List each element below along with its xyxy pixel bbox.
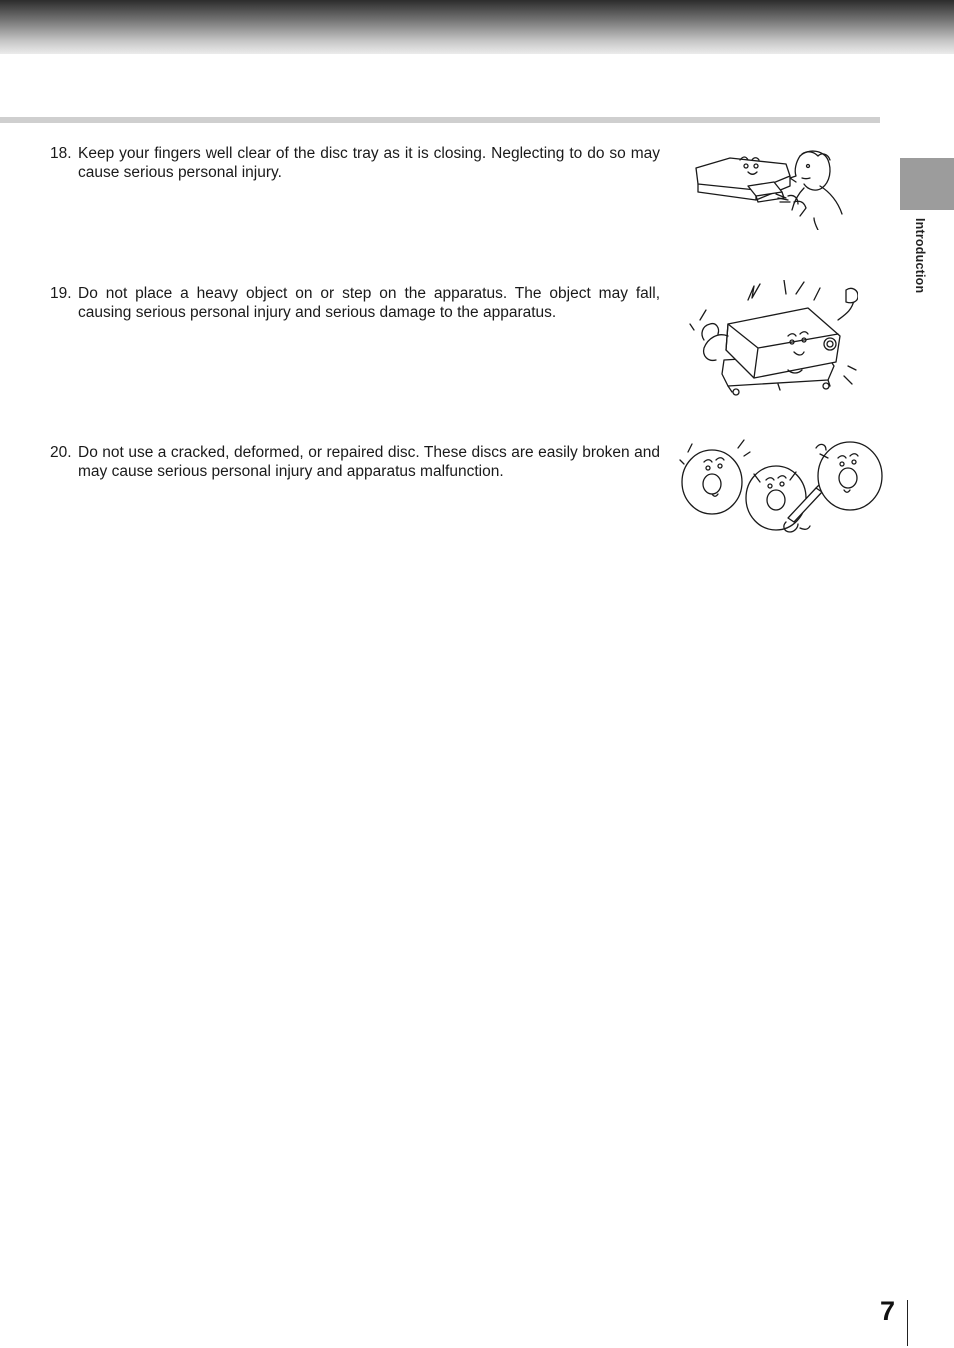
- item-number: 20.: [50, 444, 72, 461]
- item-number: 19.: [50, 285, 72, 302]
- item-text: Do not use a cracked, deformed, or repaired disc. These discs are easily broken and may cause serious personal injury and apparatus malfunction.: [78, 444, 660, 480]
- page-number: 7: [880, 1296, 896, 1326]
- item-text: Keep your fingers well clear of the disc tray as it is closing. Neglecting to do so may cause serious personal injury.: [78, 145, 660, 181]
- item-number: 18.: [50, 145, 72, 162]
- damaged-discs-illustration: [678, 438, 888, 534]
- safety-item-18: [50, 145, 660, 182]
- section-label: Introduction: [913, 218, 927, 294]
- heavy-object-illustration: [688, 280, 858, 402]
- header-band: [0, 0, 954, 54]
- safety-item-20: [50, 444, 660, 481]
- section-tab: [900, 158, 954, 210]
- header-rule: [0, 117, 880, 123]
- item-text: Do not place a heavy object on or step on the apparatus. The object may fall, causing serious personal injury and serious damage to the apparatus.: [78, 285, 660, 321]
- safety-item-19: [50, 285, 660, 322]
- page-number-divider: [907, 1300, 908, 1346]
- disc-tray-finger-illustration: [690, 146, 854, 230]
